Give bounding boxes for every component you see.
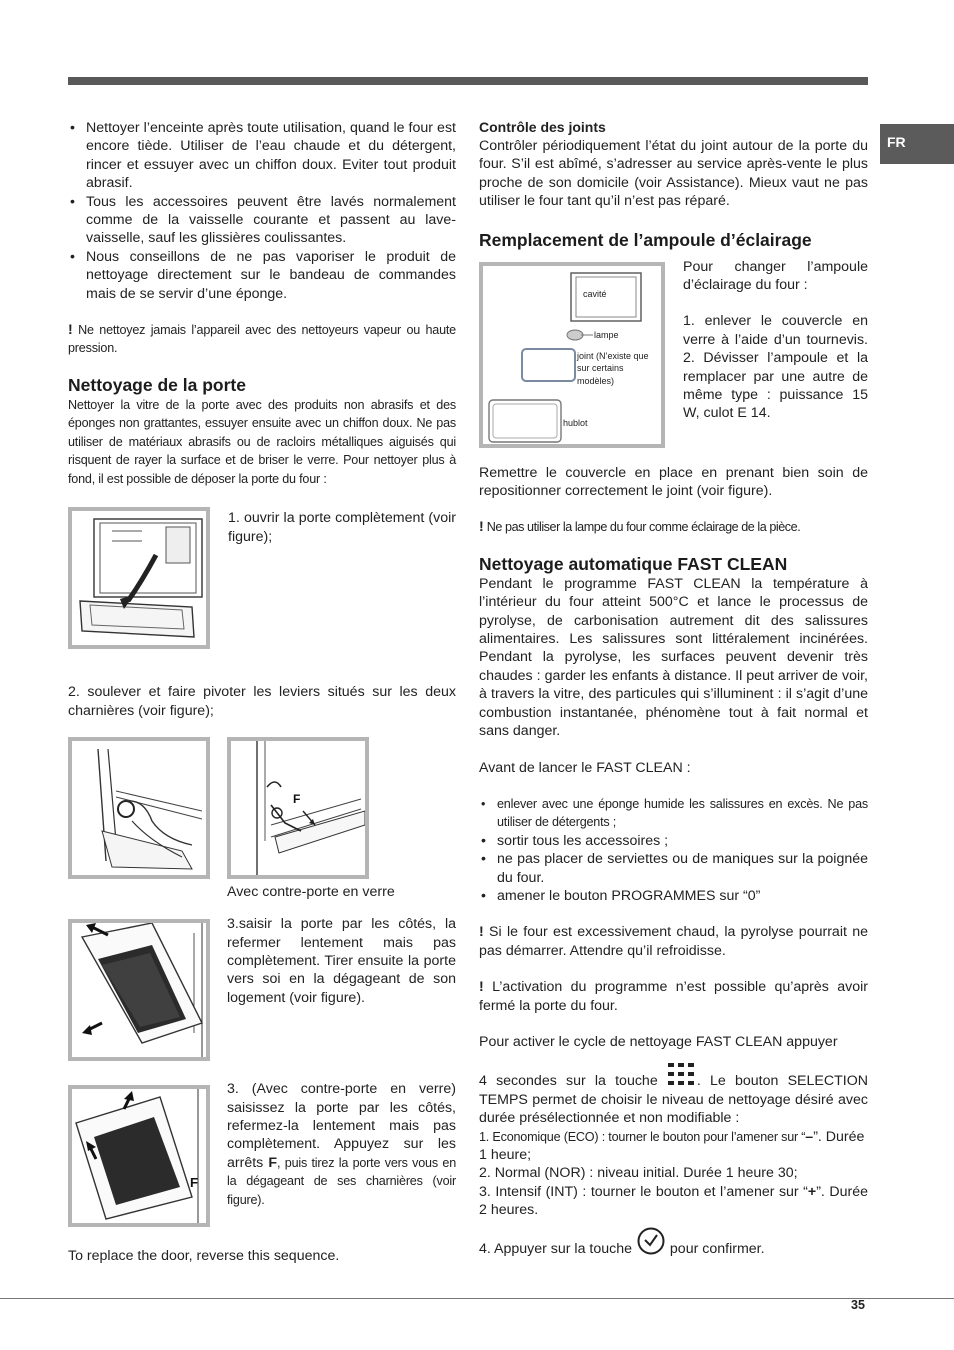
figure-open-door	[68, 507, 210, 649]
clock-icon	[636, 1226, 666, 1256]
step-3: 3.saisir la porte par les côtés, la refermer lentement mais pas complètement. Tirer ensuite la porte vers soi en la dégageant de son logement (voir figure).	[227, 916, 456, 1006]
grid-dots-icon	[667, 1063, 697, 1089]
label-lampe: lampe	[594, 329, 619, 340]
right-column	[479, 119, 868, 1258]
step-3b: 3. (Avec contre-porte en verre) saisissez la porte par les côtés, refermez-la lentement mais pas complètement. Appuyez sur les arrêts F, puis tirez la porte vers vous en la dégageant de ses charnières (voir figure).	[227, 1081, 456, 1207]
section-title-door: Nettoyage de la porte	[68, 374, 246, 395]
door-intro: Nettoyer la vitre de la porte avec des produits non abrasifs et des éponges non grattantes, essuyer ensuite avec un chiffon doux. Ne pas utiliser de matériaux abrasifs ou de racloirs métalliques aiguisés qui risquent de rayer la surface et de briser le verre. Pour nettoyer plus à fond, il est possible de déposer la porte du four :	[68, 397, 456, 486]
section-title-lamp: Remplacement de l’ampoule d’éclairage	[479, 229, 812, 250]
fast-clean-description: Pendant le programme FAST CLEAN la température à l’intérieur du four atteint 500°C et lance le processus de pyrolyse, de carbonisation autrement dit des salissures alimentaires. Les salissures sont littéralement incinérées. Pendant la pyrolyse, les surfaces peuvent devenir très chaudes : garder les enfants à distance. Il peut arriver de voir, à travers la vitre, des particules qui s’illuminent : il s’agit d’une combustion instantanée, phénomène tout à fait normal et sans danger.	[479, 575, 868, 740]
section-title-fast-clean: Nettoyage automatique FAST CLEAN	[479, 553, 788, 574]
care-bullets	[68, 119, 456, 303]
fast-clean-checklist	[479, 795, 868, 905]
lamp-reinstall: Remettre le couvercle en place en prenant bien soin de repositionner correctement le joint (voir figure).	[479, 464, 868, 500]
fast-clean-warning-hot: ! Si le four est excessivement chaud, la pyrolyse pourrait ne pas démarrer. Attendre qu’il refroidisse.	[479, 924, 868, 959]
lamp-intro: Pour changer l’ampoule d’éclairage du four :	[683, 258, 868, 294]
list-item: • sortir tous les accessoires ;	[479, 832, 868, 850]
level-eco: 1. Economique (ECO) : tourner le bouton pour l’amener sur “–”. Durée 1 heure;	[479, 1128, 865, 1163]
figure-label-f: F	[190, 1175, 198, 1191]
label-hublot: hublot	[563, 417, 588, 428]
fast-clean-warning-door: ! L’activation du programme n’est possible qu’après avoir fermé la porte du four.	[479, 979, 868, 1014]
caption-glass: Avec contre-porte en verre	[227, 884, 395, 901]
fast-clean-before: Avant de lancer le FAST CLEAN :	[479, 759, 691, 776]
lamp-instructions	[683, 258, 868, 423]
list-item: • Nettoyer l’enceinte après toute utilisation, quand le four est encore tiède. Utiliser de l’eau chaude et du détergent, rincer et essuyer avec un chiffon doux. Eviter tout produit abrasif.	[68, 119, 456, 193]
replace-door-note: To replace the door, reverse this sequence.	[68, 1248, 340, 1265]
label-cavite: cavité	[583, 288, 607, 299]
page-number: 35	[851, 1298, 865, 1312]
confirm-step: 4. Appuyer sur la touche pour confirmer.	[479, 1226, 868, 1258]
fast-clean-activate-cont: 4 secondes sur la touche . Le bouton SELECTION TEMPS permet de choisir le niveau de nettoyage désiré avec durée présélectionnée et non modifiable :	[479, 1063, 868, 1127]
footer-rule	[0, 1298, 954, 1299]
list-item: • Tous les accessoires peuvent être lavés normalement comme de la vaisselle courante et passent au lave-vaisselle, sauf les glissières coulissantes.	[68, 193, 456, 248]
joints-text: Contrôler périodiquement l’état du joint autour de la porte du four. S’il est abîmé, s’adresser au service après-vente le plus proche de son domicile (voir Assistance). Mieux vaut ne pas utiliser le four tant qu’il n’est pas réparé.	[479, 138, 868, 210]
section-title-joints: Contrôle des joints	[479, 119, 606, 135]
figure-lamp	[479, 262, 665, 448]
language-tab: FR	[880, 124, 954, 164]
lamp-warning: ! Ne pas utiliser la lampe du four comme éclairage de la pièce.	[479, 519, 801, 536]
lamp-steps: 1. enlever le couvercle en verre à l’aide d’un tournevis. 2. Dévisser l’ampoule et la remplacer par une autre de même type : puissance 15 W, culot E 14.	[683, 313, 868, 422]
list-item: • enlever avec une éponge humide les salissures en excès. Ne pas utiliser de détergents ;	[479, 795, 868, 832]
list-item: • Nous conseillons de ne pas vaporiser le produit de nettoyage directement sur le bandeau de commandes mais de se servir d’une éponge.	[68, 248, 456, 303]
figure-label-f: F	[293, 792, 301, 807]
figure-remove-door	[68, 919, 210, 1061]
steam-warning: ! Ne nettoyez jamais l’appareil avec des nettoyeurs vapeur ou haute pression.	[68, 322, 456, 356]
figure-hinge-glass	[227, 737, 369, 879]
level-intensive: 3. Intensif (INT) : tourner le bouton et l’amener sur “+”. Durée 2 heures.	[479, 1183, 868, 1219]
label-joint: joint (N’existe que sur certains modèles)	[577, 350, 649, 386]
level-normal: 2. Normal (NOR) : niveau initial. Durée 1 heure 30;	[479, 1165, 798, 1182]
list-item: • amener le bouton PROGRAMMES sur “0”	[479, 887, 868, 905]
header-rule	[68, 77, 868, 85]
step-2: 2. soulever et faire pivoter les leviers situés sur les deux charnières (voir figure);	[68, 684, 456, 719]
figure-hinge-lever	[68, 737, 210, 879]
list-item: • ne pas placer de serviettes ou de maniques sur la poignée du four.	[479, 850, 868, 887]
fast-clean-activate: Pour activer le cycle de nettoyage FAST CLEAN appuyer	[479, 1033, 838, 1050]
step-1: 1. ouvrir la porte complètement (voir figure);	[228, 510, 456, 545]
left-column	[68, 119, 456, 1266]
figure-remove-door-glass	[68, 1085, 210, 1227]
